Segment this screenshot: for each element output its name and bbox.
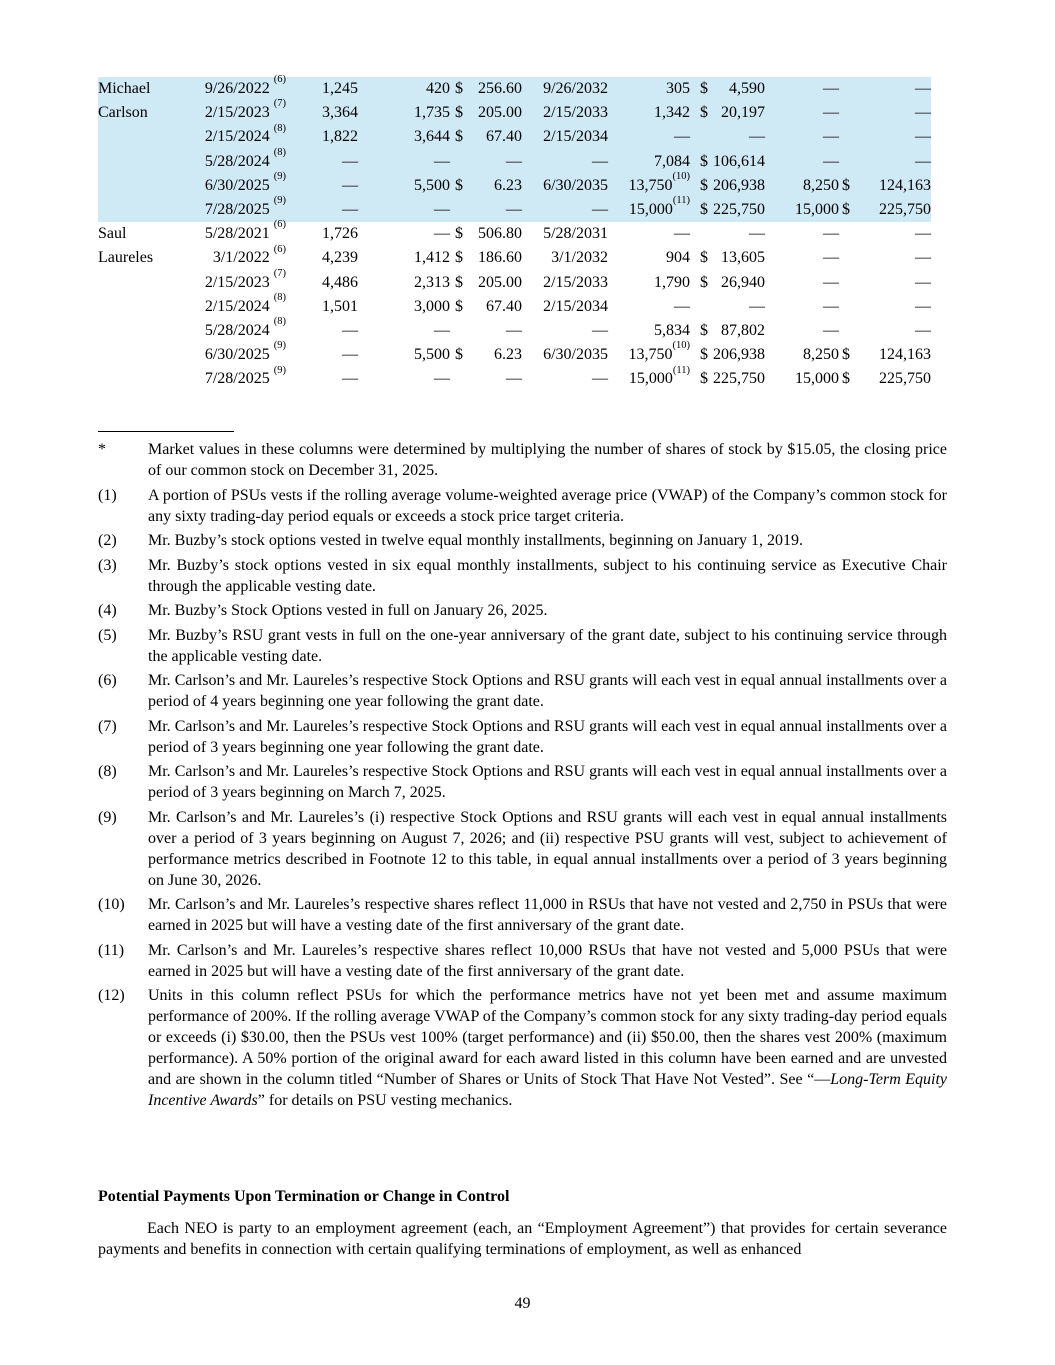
- option-expiration-date-cell: 2/15/2033: [543, 273, 608, 291]
- footnote-marker: (3): [98, 556, 117, 574]
- units-not-vested-cell: 1,790: [654, 273, 690, 291]
- option-exercise-price-cell: [450, 343, 522, 367]
- footnote-item: [98, 807, 947, 891]
- unearned-units-cell: —: [823, 104, 839, 122]
- currency-symbol: $: [455, 225, 463, 243]
- footnote-item: [98, 894, 947, 936]
- footnote-reference: (9): [273, 340, 286, 352]
- option-expiration-date-cell: 2/15/2033: [543, 104, 608, 122]
- footnote-marker: (12): [98, 987, 125, 1004]
- owner-name-cell: [98, 367, 190, 391]
- footnote-reference: (11): [672, 364, 690, 376]
- footnote-item: [98, 761, 947, 803]
- body-paragraph: Each NEO is party to an employment agreement (each, an “Employment Agreement”) that provides for certain severance payments and benefits in connection with certain qualifying terminations of employment, as well as enhanced: [98, 1220, 947, 1258]
- footnote-reference: (7): [273, 98, 286, 110]
- market-value-cell: [690, 125, 765, 149]
- options-exercisable-cell: 4,239: [322, 249, 358, 267]
- unearned-units-cell: —: [823, 225, 839, 243]
- footnote-reference: (7): [273, 267, 286, 279]
- amount: 225,750: [879, 370, 931, 388]
- footnote-item: [98, 625, 947, 667]
- unearned-units-cell: —: [823, 273, 839, 291]
- footnote-item: [98, 439, 947, 481]
- currency-symbol: $: [455, 104, 463, 122]
- currency-symbol: $: [842, 346, 850, 364]
- table-row: [98, 101, 931, 125]
- unearned-units-cell: 8,250: [803, 176, 839, 194]
- footnote-reference: (9): [273, 170, 286, 182]
- footnotes-section: [98, 431, 947, 1115]
- currency-symbol: $: [700, 80, 708, 97]
- options-exercisable-cell: 1,501: [322, 297, 358, 315]
- table-row: [98, 271, 931, 295]
- footnote-marker: (11): [98, 941, 125, 959]
- footnote-text: [148, 761, 947, 803]
- options-unexercisable-cell: 3,644: [414, 128, 450, 146]
- option-exercise-price-cell: [450, 319, 522, 343]
- amount: 205.00: [478, 104, 522, 122]
- footnote-marker: (4): [98, 602, 117, 619]
- amount: 225,750: [713, 201, 765, 219]
- unearned-market-value-cell: [839, 367, 931, 391]
- footnote-text: [148, 485, 947, 527]
- option-exercise-price-cell: [450, 150, 522, 174]
- unearned-market-value-cell: [839, 319, 931, 343]
- footnote-text: [148, 530, 947, 551]
- market-value-cell: [690, 222, 765, 246]
- footnote-reference: (10): [672, 170, 690, 182]
- option-expiration-date-cell: 5/28/2031: [543, 225, 608, 243]
- footnote-text-segment: A portion of PSUs vests if the rolling average volume-weighted average price (VWAP) of the Company’s common stock for any sixty trading-day period equals or exceeds a stock price target criteria.: [148, 486, 947, 525]
- market-value-cell: [690, 150, 765, 174]
- option-expiration-date-cell: 9/26/2032: [543, 80, 608, 97]
- currency-symbol: $: [700, 346, 708, 364]
- options-exercisable-cell: —: [342, 152, 358, 170]
- currency-symbol: $: [842, 201, 850, 219]
- currency-symbol: $: [455, 80, 463, 97]
- units-not-vested-cell: 904: [666, 249, 690, 267]
- table-row: [98, 367, 931, 391]
- footnote-text-segment: Mr. Carlson’s and Mr. Laureles’s respective shares reflect 11,000 in RSUs that have not vested and 2,750 in PSUs that were earned in 2025 but will have a vesting date of the first anniversary of the grant date.: [148, 896, 947, 934]
- options-exercisable-cell: 1,245: [322, 80, 358, 97]
- options-exercisable-cell: —: [342, 322, 358, 340]
- footnote-text-segment: Mr. Buzby’s RSU grant vests in full on the one-year anniversary of the grant date, subject to his continuing service through the applicable vesting date.: [148, 626, 947, 665]
- grant-date-cell: 5/28/2024 $^{(8)}$: [204, 146, 286, 170]
- amount: 20,197: [721, 104, 765, 122]
- footnote-text: [148, 670, 947, 712]
- market-value-cell: [690, 319, 765, 343]
- grant-date-cell: 5/28/2024 $^{(8)}$: [204, 316, 286, 340]
- currency-symbol: $: [700, 370, 708, 388]
- currency-symbol: $: [700, 104, 708, 122]
- footnote-text-italic-segment: Long-Term Equity Incentive Awards: [148, 1071, 948, 1109]
- options-exercisable-cell: 3,364: [322, 104, 358, 122]
- footnote-reference: (8): [273, 146, 286, 158]
- amount: —: [915, 128, 931, 146]
- currency-symbol: $: [455, 273, 463, 291]
- amount: 4,590: [729, 80, 765, 97]
- units-not-vested-cell: 13,750$^{(10)}$: [628, 170, 690, 194]
- option-exercise-price-cell: [450, 198, 522, 222]
- footnote-item: [98, 670, 947, 712]
- currency-symbol: $: [455, 346, 463, 364]
- amount: —: [506, 152, 522, 170]
- currency-symbol: $: [455, 176, 463, 194]
- footnote-text: [148, 625, 947, 667]
- option-expiration-date-cell: —: [592, 201, 608, 219]
- footnote-text: [148, 985, 947, 1111]
- unearned-market-value-cell: [839, 343, 931, 367]
- amount: 67.40: [486, 128, 522, 146]
- footnote-marker: (10): [98, 896, 125, 913]
- options-unexercisable-cell: —: [434, 225, 450, 243]
- option-expiration-date-cell: 6/30/2035: [543, 346, 608, 364]
- options-unexercisable-cell: 1,735: [414, 104, 450, 122]
- footnote-reference: (9): [273, 195, 286, 207]
- footnote-item: [98, 555, 947, 597]
- footnote-text-segment: ” for details on PSU vesting mechanics.: [257, 1092, 513, 1109]
- unearned-market-value-cell: [839, 295, 931, 319]
- footnote-text: [148, 807, 947, 891]
- footnote-marker: (1): [98, 486, 117, 504]
- currency-symbol: $: [455, 128, 463, 146]
- amount: —: [749, 225, 765, 243]
- options-unexercisable-cell: 1,412: [414, 249, 450, 267]
- currency-symbol: $: [455, 297, 463, 315]
- currency-symbol: $: [700, 322, 708, 340]
- owner-name-cell: [98, 198, 190, 222]
- amount: 186.60: [478, 249, 522, 267]
- amount: —: [915, 104, 931, 122]
- footnote-marker: (2): [98, 532, 117, 549]
- amount: 106,614: [713, 152, 765, 170]
- footnote-text: [148, 600, 947, 621]
- amount: —: [915, 273, 931, 291]
- footnote-marker: (9): [98, 808, 117, 826]
- unearned-units-cell: —: [823, 128, 839, 146]
- option-exercise-price-cell: [450, 222, 522, 246]
- unearned-market-value-cell: [839, 198, 931, 222]
- units-not-vested-cell: —: [674, 297, 690, 315]
- grant-date-cell: 6/30/2025 $^{(9)}$: [204, 340, 286, 364]
- owner-name-cell: [98, 319, 190, 343]
- options-unexercisable-cell: 3,000: [414, 297, 450, 315]
- market-value-cell: [690, 271, 765, 295]
- grant-date-cell: 6/30/2025 $^{(9)}$: [204, 170, 286, 194]
- footnote-text: [148, 940, 947, 982]
- footnote-text-segment: Mr. Carlson’s and Mr. Laureles’s respective Stock Options and RSU grants will each vest in equal annual installments over a period of 3 years beginning one year following the grant date.: [148, 717, 947, 756]
- option-expiration-date-cell: 6/30/2035: [543, 176, 608, 194]
- option-expiration-date-cell: 2/15/2034: [543, 128, 608, 146]
- currency-symbol: $: [700, 176, 708, 194]
- units-not-vested-cell: —: [674, 225, 690, 243]
- footnote-reference: (9): [273, 364, 286, 376]
- option-expiration-date-cell: 2/15/2034: [543, 297, 608, 315]
- footnote-marker: (7): [98, 717, 117, 735]
- table-row: [98, 246, 931, 270]
- footnote-marker: *: [98, 441, 106, 458]
- footnote-text: [148, 555, 947, 597]
- option-exercise-price-cell: [450, 101, 522, 125]
- unearned-units-cell: 15,000: [795, 370, 839, 388]
- footnote-marker: (8): [98, 763, 117, 780]
- footnote-separator-line: [98, 431, 234, 432]
- table-row: [98, 319, 931, 343]
- option-expiration-date-cell: —: [592, 370, 608, 388]
- market-value-cell: [690, 367, 765, 391]
- market-value-cell: [690, 198, 765, 222]
- unearned-units-cell: —: [823, 152, 839, 170]
- footnote-text-segment: Market values in these columns were determined by multiplying the number of shares of stock by $15.05, the closing price of our common stock on December 31, 2025.: [148, 441, 947, 479]
- amount: 6.23: [494, 176, 522, 194]
- table-row: [98, 343, 931, 367]
- units-not-vested-cell: 5,834: [654, 322, 690, 340]
- footnote-item: [98, 530, 947, 551]
- table-row: [98, 150, 931, 174]
- option-exercise-price-cell: [450, 174, 522, 198]
- footnote-text-segment: Mr. Carlson’s and Mr. Laureles’s respective Stock Options and RSU grants will each vest in equal annual installments over a period of 4 years beginning one year following the grant date.: [148, 672, 947, 710]
- options-exercisable-cell: 1,822: [322, 128, 358, 146]
- amount: 206,938: [713, 176, 765, 194]
- footnote-item: [98, 985, 947, 1111]
- units-not-vested-cell: —: [674, 128, 690, 146]
- table-row: [98, 125, 931, 149]
- footnote-text: [148, 894, 947, 936]
- options-unexercisable-cell: —: [434, 370, 450, 388]
- footnotes-list: [98, 439, 947, 1111]
- option-exercise-price-cell: [450, 246, 522, 270]
- unearned-market-value-cell: [839, 222, 931, 246]
- option-exercise-price-cell: [450, 295, 522, 319]
- options-unexercisable-cell: 2,313: [414, 273, 450, 291]
- amount: 26,940: [721, 273, 765, 291]
- footnote-text-segment: Units in this column reflect PSUs for which the performance metrics have not yet been met and assume maximum performance of 200%. If the rolling average VWAP of the Company’s common stock for any sixty trading-day period equals or exceeds (i) $30.00, then the PSUs vest 100% (target performance) and (ii) $50.00, then the shares vest 200% (maximum performance). A 50% portion of the original award for each award listed in this column have been earned and are unvested and are shown in the column titled “Number of Shares or Units of Stock That Have Not Vested”. See “—: [148, 987, 947, 1088]
- market-value-cell: [690, 174, 765, 198]
- page-number: 49: [514, 1295, 531, 1312]
- amount: 506.80: [478, 225, 522, 243]
- units-not-vested-cell: 305: [666, 80, 690, 97]
- unearned-units-cell: —: [823, 80, 839, 97]
- amount: 256.60: [478, 80, 522, 97]
- option-exercise-price-cell: [450, 77, 522, 101]
- options-unexercisable-cell: —: [434, 322, 450, 340]
- grant-date-cell: 7/28/2025 $^{(9)}$: [204, 195, 286, 219]
- market-value-cell: [690, 343, 765, 367]
- amount: —: [749, 297, 765, 315]
- amount: —: [749, 128, 765, 146]
- grant-date-cell: 2/15/2024 $^{(8)}$: [204, 122, 286, 146]
- currency-symbol: $: [842, 176, 850, 194]
- currency-symbol: $: [700, 201, 708, 219]
- unearned-market-value-cell: [839, 271, 931, 295]
- options-exercisable-cell: 1,726: [322, 225, 358, 243]
- amount: 225,750: [879, 201, 931, 219]
- amount: 6.23: [494, 346, 522, 364]
- unearned-market-value-cell: [839, 125, 931, 149]
- footnote-reference: (10): [672, 340, 690, 352]
- unearned-market-value-cell: [839, 101, 931, 125]
- footnote-reference: (6): [273, 243, 286, 255]
- units-not-vested-cell: 1,342: [654, 104, 690, 122]
- market-value-cell: [690, 77, 765, 101]
- grant-date-cell: 7/28/2025 $^{(9)}$: [204, 364, 286, 388]
- options-unexercisable-cell: 420: [426, 80, 450, 97]
- amount: —: [506, 322, 522, 340]
- amount: —: [915, 225, 931, 243]
- amount: —: [915, 322, 931, 340]
- amount: 205.00: [478, 273, 522, 291]
- footnote-reference: (6): [273, 219, 286, 231]
- market-value-cell: [690, 101, 765, 125]
- options-exercisable-cell: —: [342, 346, 358, 364]
- options-exercisable-cell: —: [342, 201, 358, 219]
- amount: —: [915, 80, 931, 97]
- unearned-market-value-cell: [839, 246, 931, 270]
- amount: —: [915, 297, 931, 315]
- currency-symbol: $: [700, 249, 708, 267]
- units-not-vested-cell: 7,084: [654, 152, 690, 170]
- footnote-reference: (11): [672, 195, 690, 207]
- units-not-vested-cell: 15,000$^{(11)}$: [628, 364, 690, 388]
- amount: 124,163: [879, 176, 931, 194]
- unearned-units-cell: 8,250: [803, 346, 839, 364]
- amount: 87,802: [721, 322, 765, 340]
- owner-name-cell: Saul: [98, 225, 127, 243]
- units-not-vested-cell: 15,000$^{(11)}$: [628, 195, 690, 219]
- table-row: [98, 77, 931, 101]
- amount: —: [506, 370, 522, 388]
- grant-date-cell: 5/28/2021 $^{(6)}$: [204, 219, 286, 243]
- unearned-market-value-cell: [839, 77, 931, 101]
- grant-date-cell: 2/15/2023 $^{(7)}$: [204, 267, 286, 291]
- footnote-text-segment: Mr. Buzby’s stock options vested in six equal monthly installments, subject to his continuing service as Executive Chair through the applicable vesting date.: [148, 556, 947, 595]
- table-row: [98, 295, 931, 319]
- unearned-market-value-cell: [839, 150, 931, 174]
- amount: 13,605: [721, 249, 765, 267]
- footnote-text: [148, 716, 947, 758]
- owner-name-cell: [98, 295, 190, 319]
- footnote-text-segment: Mr. Buzby’s Stock Options vested in full on January 26, 2025.: [148, 602, 548, 619]
- footnote-marker: (5): [98, 626, 117, 644]
- owner-name-cell: [98, 271, 190, 295]
- amount: 67.40: [486, 297, 522, 315]
- grant-date-cell: 9/26/2022 $^{(6)}$: [204, 74, 286, 97]
- unearned-market-value-cell: [839, 174, 931, 198]
- footnote-item: [98, 716, 947, 758]
- unearned-units-cell: 15,000: [795, 201, 839, 219]
- options-exercisable-cell: —: [342, 176, 358, 194]
- option-expiration-date-cell: —: [592, 322, 608, 340]
- option-exercise-price-cell: [450, 271, 522, 295]
- footnote-item: [98, 485, 947, 527]
- table-row: [98, 222, 931, 246]
- owner-name-cell: [98, 343, 190, 367]
- owner-name-cell: Carlson: [98, 104, 148, 122]
- amount: 206,938: [713, 346, 765, 364]
- footnote-item: [98, 940, 947, 982]
- outstanding-equity-awards-table: [98, 74, 931, 392]
- currency-symbol: $: [842, 370, 850, 388]
- options-unexercisable-cell: —: [434, 152, 450, 170]
- option-expiration-date-cell: —: [592, 152, 608, 170]
- footnote-marker: (6): [98, 672, 117, 689]
- amount: —: [506, 201, 522, 219]
- table-row: [98, 198, 931, 222]
- units-not-vested-cell: 13,750$^{(10)}$: [628, 340, 690, 364]
- currency-symbol: $: [455, 249, 463, 267]
- section-heading: Potential Payments Upon Termination or Change in Control: [98, 1188, 510, 1205]
- option-exercise-price-cell: [450, 367, 522, 391]
- footnote-text-segment: Mr. Buzby’s stock options vested in twelve equal monthly installments, beginning on January 1, 2019.: [148, 532, 804, 549]
- owner-name-cell: Laureles: [98, 249, 154, 267]
- owner-name-cell: [98, 125, 190, 149]
- options-unexercisable-cell: 5,500: [414, 346, 450, 364]
- table-row: [98, 174, 931, 198]
- footnote-text-segment: Mr. Carlson’s and Mr. Laureles’s respective shares reflect 10,000 RSUs that have not vested and 5,000 PSUs that were earned in 2025 but will have a vesting date of the first anniversary of the grant date.: [148, 941, 947, 980]
- owner-name-cell: [98, 150, 190, 174]
- unearned-units-cell: —: [823, 322, 839, 340]
- grant-date-cell: 2/15/2023 $^{(7)}$: [204, 98, 286, 122]
- unearned-units-cell: —: [823, 297, 839, 315]
- grant-date-cell: 3/1/2022 $^{(6)}$: [212, 243, 286, 267]
- footnote-text-segment: Mr. Carlson’s and Mr. Laureles’s respective Stock Options and RSU grants will each vest in equal annual installments over a period of 3 years beginning on March 7, 2025.: [148, 763, 947, 801]
- option-exercise-price-cell: [450, 125, 522, 149]
- options-unexercisable-cell: 5,500: [414, 176, 450, 194]
- footnote-text: [148, 439, 947, 481]
- currency-symbol: $: [700, 152, 708, 170]
- grant-date-cell: 2/15/2024 $^{(8)}$: [204, 292, 286, 315]
- footnote-reference: (8): [273, 122, 286, 134]
- amount: —: [915, 152, 931, 170]
- footnote-item: [98, 600, 947, 621]
- options-exercisable-cell: —: [342, 370, 358, 388]
- holdings-table: [98, 74, 931, 392]
- market-value-cell: [690, 295, 765, 319]
- option-expiration-date-cell: 3/1/2032: [551, 249, 608, 267]
- amount: —: [915, 249, 931, 267]
- amount: 225,750: [713, 370, 765, 388]
- market-value-cell: [690, 246, 765, 270]
- unearned-units-cell: —: [823, 249, 839, 267]
- footnote-reference: (8): [273, 316, 286, 328]
- currency-symbol: $: [700, 273, 708, 291]
- options-unexercisable-cell: —: [434, 201, 450, 219]
- footnote-reference: (6): [273, 74, 286, 86]
- owner-name-cell: [98, 174, 190, 198]
- owner-name-cell: Michael: [98, 80, 151, 97]
- holdings-table-body: [98, 74, 931, 392]
- amount: 124,163: [879, 346, 931, 364]
- options-exercisable-cell: 4,486: [322, 273, 358, 291]
- footnote-text-segment: Mr. Carlson’s and Mr. Laureles’s (i) respective Stock Options and RSU grants will each vest in equal annual installments over a period of 3 years beginning on August 7, 2026; and (ii) respective PSU grants will vest, subject to achievement of performance metrics described in Footnote 12 to this table, in equal annual installments over a period of 3 years beginning on June 30, 2026.: [148, 808, 947, 889]
- footnote-reference: (8): [273, 292, 286, 303]
